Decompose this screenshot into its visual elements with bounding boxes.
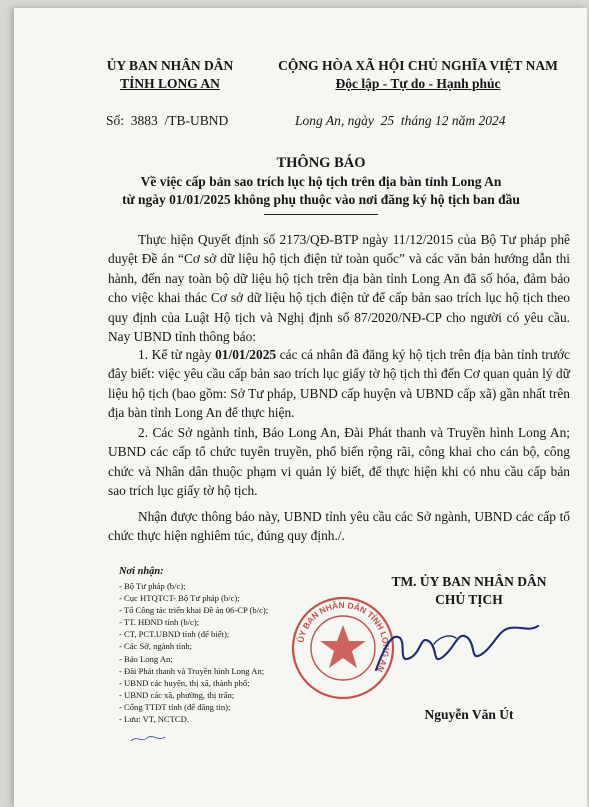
- recipient-item: - Bộ Tư pháp (b/c);: [119, 581, 186, 591]
- signature-for-line: TM. ỦY BAN NHÂN DÂN: [391, 574, 547, 589]
- title-divider: [264, 214, 378, 215]
- recipient-item: - Các Sở, ngành tỉnh;: [119, 641, 193, 652]
- handwritten-signature: [370, 608, 555, 683]
- recipients-list: [119, 580, 268, 725]
- agency-name: [70, 57, 270, 93]
- item-1-paragraph: [108, 345, 570, 423]
- signer-name: Nguyễn Văn Út: [424, 707, 514, 722]
- initials-mark: [129, 734, 169, 744]
- title-subject-2: từ ngày 01/01/2025 không phụ thuộc vào nơi đăng ký hộ tịch ban đầu: [122, 192, 520, 207]
- recipient-item: - Cục HTQTCT- Bộ Tư pháp (b/c);: [119, 593, 240, 604]
- place-date: Long An, ngày 25 tháng 12 năm 2024: [295, 113, 506, 128]
- recipient-item: - TT. HĐND tỉnh (b/c);: [119, 617, 200, 628]
- signature-position: CHỦ TỊCH: [435, 592, 503, 607]
- document-title: [70, 153, 572, 209]
- item-1-prefix: 1. Kể từ ngày: [138, 347, 216, 362]
- recipient-item: - UBND các huyện, thị xã, thành phố;: [119, 677, 250, 688]
- recipient-item: - Đài Phát thanh và Truyền hình Long An;: [119, 665, 265, 676]
- title-subject-1: Về việc cấp bản sao trích lục hộ tịch trên địa bàn tỉnh Long An: [140, 174, 502, 189]
- recipient-item: - Báo Long An;: [119, 653, 173, 664]
- recipient-item: - Lưu: VT, NCTCD.: [119, 714, 189, 725]
- national-header: [248, 57, 588, 93]
- motto: Độc lập - Tự do - Hạnh phúc: [335, 76, 501, 91]
- recipient-item: - UBND các xã, phường, thị trấn;: [119, 689, 235, 700]
- recipient-item: - Tổ Công tác triển khai Đề án 06-CP (b/c);: [119, 605, 269, 616]
- item-2-paragraph: 2. Các Sở ngành tỉnh, Báo Long An, Đài Phát thanh và Truyền hình Long An; UBND các cấp tổ chức tuyên truyền, phổ biến rộng rãi, công khai cho cán bộ, công chức và Nhân dân thuộc phạm vi quản lý biết, để thực hiện khi có nhu cầu cấp bản sao trích lục giấy tờ hộ tịch.: [108, 425, 570, 499]
- recipients-block: [119, 566, 268, 725]
- recipient-item: - CT, PCT.UBND tỉnh (để biết);: [119, 629, 230, 640]
- document-page: [14, 8, 587, 807]
- intro-paragraph: Thực hiện Quyết định số 2173/QĐ-BTP ngày 11/12/2015 của Bộ Tư pháp phê duyệt Đề án “Cơ sở dữ liệu hộ tịch điện tử toàn quốc” và các văn bản hướng dẫn thi hành, đến nay toàn bộ dữ liệu hộ tịch trên địa bàn tỉnh Long An đã số hóa, đảm bảo cho việc khai thác Cơ sở dữ liệu hộ tịch điện tử để cấp bản sao trích lục hộ tịch theo quy định của Luật Hộ tịch và Nghị định số 87/2020/NĐ-CP cho người có yêu cầu. Nay UBND tỉnh thông báo:: [108, 232, 570, 345]
- title-type: THÔNG BÁO: [276, 155, 366, 171]
- agency-line-2: TỈNH LONG AN: [120, 76, 220, 91]
- nation-name: CỘNG HÒA XÃ HỘI CHỦ NGHĨA VIỆT NAM: [278, 58, 558, 73]
- closing-paragraph: Nhận được thông báo này, UBND tỉnh yêu cầu các Sở ngành, UBND các cấp tổ chức thực hiện nghiêm túc, đúng quy định./.: [108, 509, 570, 544]
- recipients-title: Nơi nhận:: [119, 566, 164, 577]
- seal-text: ỦY BAN NHÂN DÂN TỈNH LONG AN: [295, 599, 392, 674]
- item-1-text: các cá nhân đã đăng ký hộ tịch trên địa bàn tỉnh trước đây biết: việc yêu cầu cấp bản sao trích lục giấy tờ hộ tịch thì đến Cơ quan quản lý dữ liệu hộ tịch (bao gồm: Sở Tư pháp, UBND cấp huyện và UBND cấp xã) gần nhất trên địa bàn tỉnh Long An để thực hiện.: [108, 347, 570, 421]
- agency-line-1: ỦY BAN NHÂN DÂN: [106, 58, 234, 73]
- recipient-item: - Cổng TTĐT tỉnh (để đăng tin);: [119, 701, 231, 712]
- document-number: Số: 3883 /TB-UBND: [106, 113, 229, 128]
- item-1-date: 01/01/2025: [215, 347, 277, 362]
